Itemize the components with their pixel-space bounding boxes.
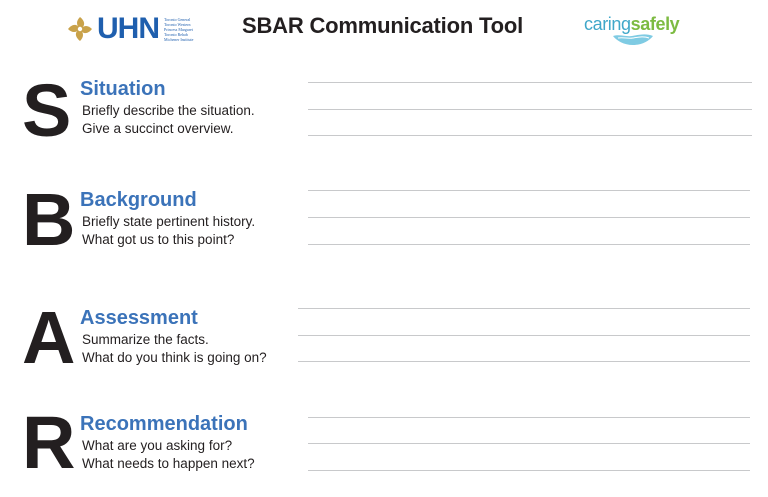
section-prompt: Summarize the facts.	[82, 332, 209, 347]
writing-line[interactable]	[308, 109, 752, 110]
section-prompt: Give a succinct overview.	[82, 121, 234, 136]
caring-safely-logo	[584, 10, 698, 50]
section-letter: B	[22, 178, 76, 261]
caring-text: caring	[584, 14, 631, 34]
section-letter: A	[22, 296, 76, 379]
section-prompt: Briefly describe the situation.	[82, 103, 255, 118]
writing-line[interactable]	[308, 135, 752, 136]
section-title: Situation	[80, 78, 166, 100]
page-title: SBAR Communication Tool	[242, 13, 523, 38]
section-prompt: What do you think is going on?	[82, 350, 267, 365]
uhn-site-list	[164, 17, 208, 42]
writing-line[interactable]	[298, 308, 750, 309]
section-prompt: Briefly state pertinent history.	[82, 214, 256, 229]
safely-text: safely	[630, 14, 680, 34]
section-prompt: What are you asking for?	[82, 438, 233, 453]
uhn-site: Toronto General	[164, 16, 191, 22]
hands-icon	[612, 32, 654, 46]
section-title: Recommendation	[80, 413, 248, 435]
uhn-site: Princess Margaret	[164, 26, 193, 32]
section-prompt: What got us to this point?	[82, 232, 235, 247]
uhn-logo	[66, 12, 208, 46]
writing-line[interactable]	[308, 217, 750, 218]
writing-line[interactable]	[308, 443, 750, 444]
page-header	[0, 0, 768, 60]
writing-line[interactable]	[298, 335, 750, 336]
uhn-wordmark: UHN	[97, 12, 159, 45]
writing-line[interactable]	[298, 361, 750, 362]
section-letter: S	[22, 69, 72, 152]
section-title: Assessment	[80, 307, 198, 329]
section-title: Background	[80, 189, 197, 211]
uhn-site: Toronto Rehab	[164, 31, 188, 37]
writing-line[interactable]	[308, 244, 750, 245]
uhn-swirl-icon	[66, 15, 94, 43]
section-letter: R	[22, 401, 76, 484]
uhn-site: Toronto Western	[164, 21, 191, 27]
writing-line[interactable]	[308, 190, 750, 191]
section-prompt: What needs to happen next?	[82, 456, 255, 471]
writing-line[interactable]	[308, 82, 752, 83]
writing-line[interactable]	[308, 470, 750, 471]
uhn-site: Michener Institute	[164, 36, 194, 42]
writing-line[interactable]	[308, 417, 750, 418]
